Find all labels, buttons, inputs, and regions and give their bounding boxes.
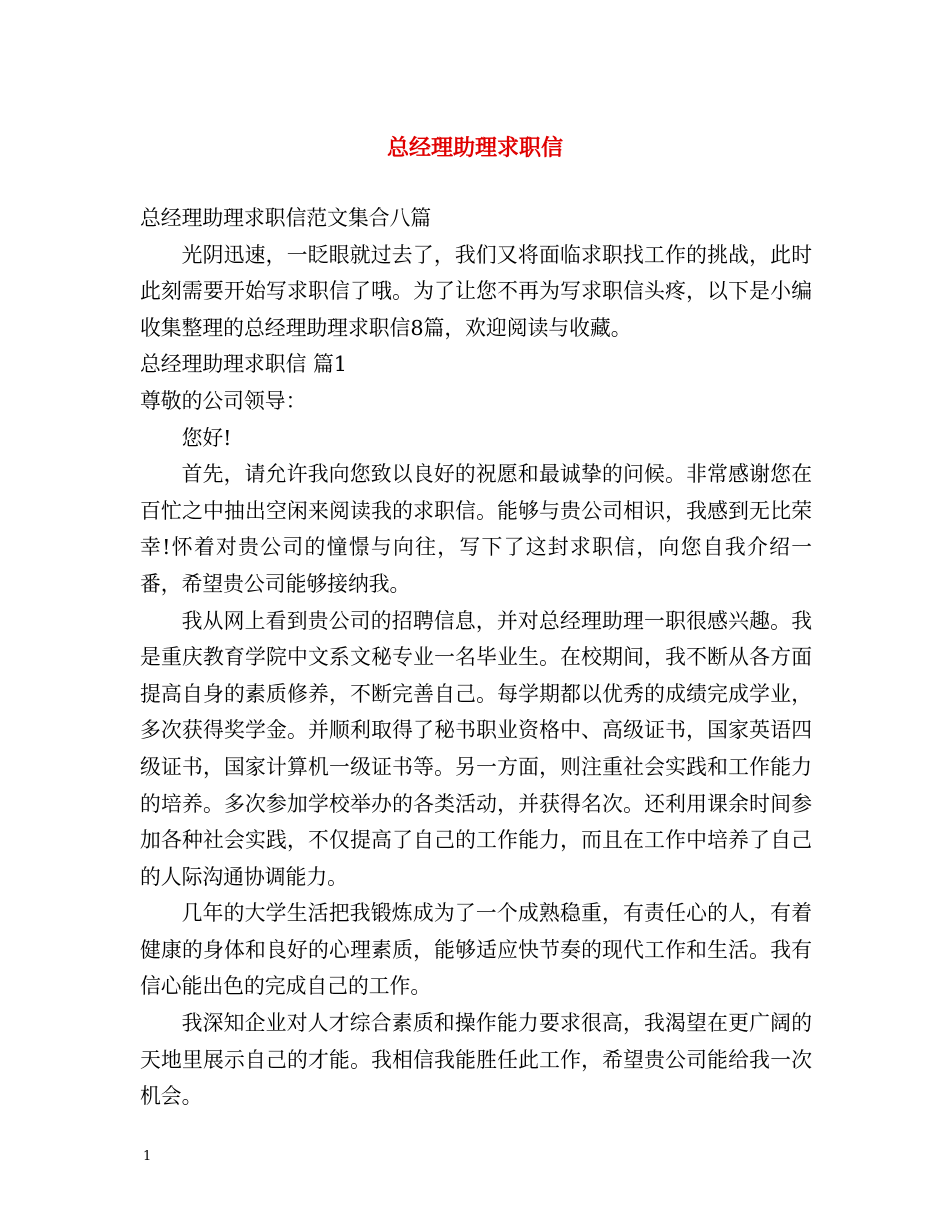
body-paragraph: 我从网上看到贵公司的招聘信息，并对总经理助理一职很感兴趣。我是重庆教育学院中文系文秘专业一名毕业生。在校期间，我不断从各方面提高自身的素质修养，不断完善自己。每学期都以优秀的成绩完成学业，多次获得奖学金。并顺利取得了秘书职业资格中、高级证书，国家英语四级证书，国家计算机一级证书等。另一方面，则注重社会实践和工作能力的培养。多次参加学校举办的各类活动，并获得名次。还利用课余时间参加各种社会实践，不仅提高了自己的工作能力，而且在工作中培养了自己的人际沟通协调能力。 [140, 608, 812, 889]
page-number: 1 [143, 1149, 152, 1164]
document-subtitle: 总经理助理求职信范文集合八篇 [140, 206, 432, 230]
document-title: 总经理助理求职信 [386, 135, 563, 161]
document-body [140, 200, 812, 1115]
body-paragraph: 首先，请允许我向您致以良好的祝愿和最诚挚的问候。非常感谢您在百忙之中抽出空闲来阅读我的求职信。能够与贵公司相识，我感到无比荣幸!怀着对贵公司的憧憬与向往，写下了这封求职信，向您自我介绍一番，希望贵公司能够接纳我。 [140, 462, 812, 596]
body-paragraph: 我深知企业对人才综合素质和操作能力要求很高，我渴望在更广阔的天地里展示自己的才能。我相信我能胜任此工作，希望贵公司能给我一次机会。 [140, 1011, 812, 1109]
greeting: 您好! [181, 425, 232, 450]
section-heading: 总经理助理求职信 篇1 [140, 352, 348, 377]
body-paragraph: 几年的大学生活把我锻炼成为了一个成熟稳重，有责任心的人，有着健康的身体和良好的心理素质，能够适应快节奏的现代工作和生活。我有信心能出色的完成自己的工作。 [140, 901, 812, 999]
intro-paragraph: 光阴迅速，一眨眼就过去了，我们又将面临求职找工作的挑战，此时此刻需要开始写求职信了哦。为了让您不再为写求职信头疼，以下是小编收集整理的总经理助理求职信8篇，欢迎阅读与收藏。 [140, 242, 812, 340]
salutation: 尊敬的公司领导： [140, 388, 307, 413]
